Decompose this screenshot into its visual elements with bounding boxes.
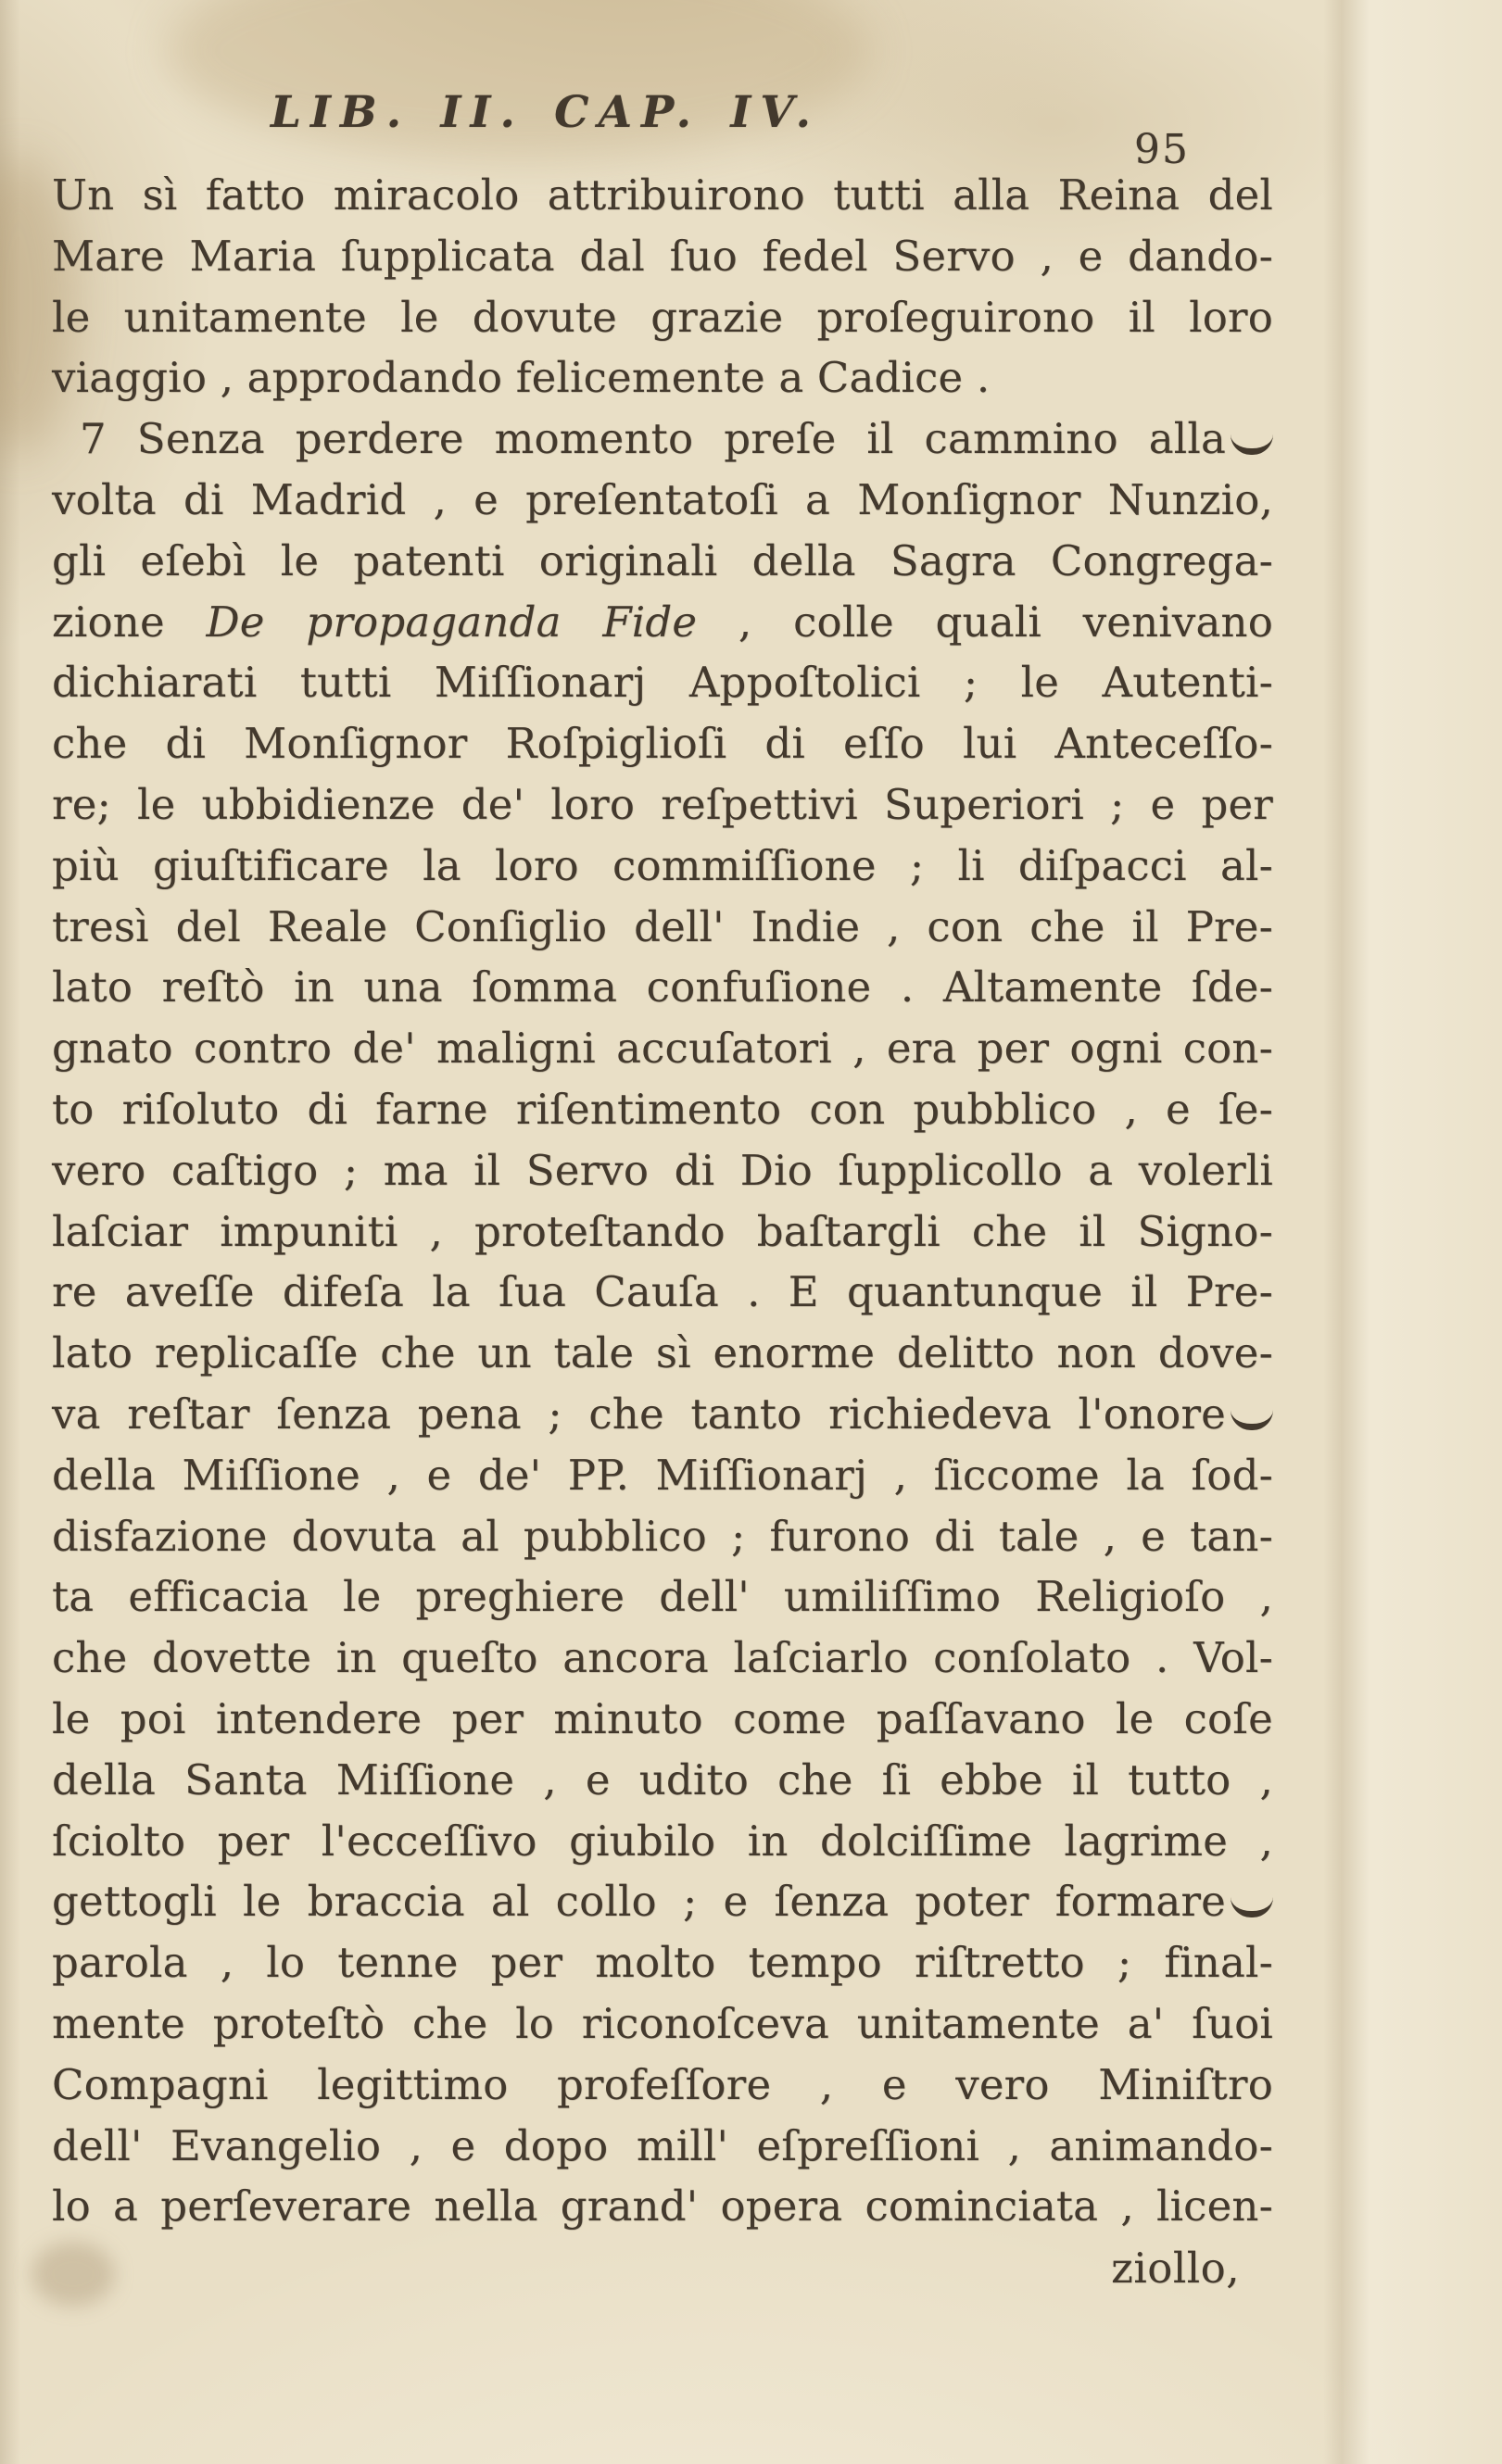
text-segment: , colle quali venivano [697,597,1273,647]
text-segment: Mare Maria ſupplicata dal ſuo fedel Servo , e dando- [52,231,1273,281]
text-segment: lo a perſeverare nella grand' opera cominciata , licen- [52,2181,1273,2231]
text-line [52,1140,1273,1201]
text-segment: volta di Madrid , e preſentatoſi a Monſignor Nunzio, [52,474,1273,524]
text-segment: to riſoluto di farne riſentimento con pubblico , e ſe- [52,1084,1273,1134]
text-segment: 7 Senza perdere momento preſe il cammino alla [80,414,1226,464]
text-line [52,287,1273,348]
text-segment: tresì del Reale Conſiglio dell' Indie , con che il Pre- [52,901,1273,951]
swash-mark-icon [1231,1892,1273,1917]
text-line [52,1811,1273,1872]
text-segment: gnato contro de' maligni accuſatori , era per ogni con- [52,1024,1273,1074]
text-line [52,470,1273,531]
text-line [52,1079,1273,1140]
text-segment: della Miſſione , e de' PP. Miſſionarj , ſiccome la ſod- [52,1450,1273,1500]
text-line [52,2055,1273,2116]
text-segment: che dovette in queſto ancora laſciarlo conſolato . Vol- [52,1633,1273,1683]
text-segment: più giuſtificare la loro commiſſione ; li diſpacci al- [52,840,1273,890]
text-line [52,652,1273,713]
text-segment: dichiarati tutti Miſſionarj Appoſtolici ; le Autenti- [52,658,1273,708]
text-segment: laſciar impuniti , proteſtando baſtargli che il Signo- [52,1206,1273,1256]
text-line [52,1506,1273,1567]
text-segment: zione [52,597,207,647]
text-line [52,713,1273,774]
text-segment: dell' Evangelio , e dopo mill' eſpreſſioni , animando- [52,2120,1273,2170]
swash-mark-icon [1231,1405,1273,1430]
text-segment: lato replicaſſe che un tale sì enorme delitto non dove- [52,1328,1273,1378]
text-segment: va reſtar ſenza pena ; che tanto richiedeva l'onore [52,1389,1226,1439]
text-line [52,1018,1273,1079]
text-line [52,531,1273,592]
text-segment: gettogli le braccia al collo ; e ſenza poter formare [52,1877,1226,1927]
text-line [52,409,1273,470]
text-segment: lato reſtò in una ſomma confuſione . Altamente ſde- [52,962,1273,1012]
catchword: ziollo, [1111,2244,1240,2293]
text-line [52,774,1273,836]
text-line [52,226,1273,287]
text-line [52,1932,1273,1993]
text-line [52,1993,1273,2055]
text-line [52,1628,1273,1689]
text-line [52,1262,1273,1323]
text-segment: vero caſtigo ; ma il Servo di Dio ſupplicollo a volerli [52,1145,1273,1195]
paper-stain [32,2242,115,2307]
text-segment: Un sì fatto miracolo attribuirono tutti alla Reina del [52,170,1273,220]
body-text [52,165,1273,2237]
text-segment: le poi intendere per minuto come paſſavano le coſe [52,1693,1273,1743]
text-segment: mente proteſtò che lo riconoſceva unitamente a' ſuoi [52,1998,1273,2048]
text-segment: ſciolto per l'ecceſſivo giubilo in dolciſſime lagrime , [52,1816,1273,1866]
text-segment: della Santa Miſſione , e udito che ſi ebbe il tutto , [52,1754,1273,1804]
swash-mark-icon [1231,430,1273,455]
italic-text-segment: De propaganda Fide [206,597,698,647]
text-line [52,897,1273,958]
page-number: 95 [1134,126,1190,173]
text-line [52,1201,1273,1263]
text-line [52,1384,1273,1445]
text-segment: parola , lo tenne per molto tempo riſtretto ; final- [52,1938,1273,1988]
text-segment: che di Monſignor Roſpiglioſi di eſſo lui Anteceſſo- [52,719,1273,769]
text-line [52,957,1273,1018]
text-segment: le unitamente le dovute grazie proſeguirono il loro [52,292,1273,342]
text-line [52,1566,1273,1628]
text-line [52,165,1273,226]
text-line [52,1750,1273,1811]
text-line [52,1871,1273,1932]
text-line [52,836,1273,897]
text-segment: gli eſebì le patenti originali della Sagra Congrega- [52,535,1273,585]
text-segment: Compagni legittimo profeſſore , e vero Miniſtro [52,2059,1273,2109]
text-line [52,2176,1273,2237]
text-line [52,2116,1273,2177]
text-line [52,347,1273,409]
text-line [52,1689,1273,1750]
running-title: LIB. II. CAP. IV. [271,87,820,138]
text-segment: re; le ubbidienze de' loro reſpettivi Superiori ; e per [52,779,1273,829]
text-line [52,1323,1273,1384]
text-line [52,1445,1273,1506]
text-segment: disfazione dovuta al pubblico ; furono di tale , e tan- [52,1511,1273,1561]
text-line [52,592,1273,653]
text-segment: viaggio , approdando felicemente a Cadice . [52,353,991,403]
text-segment: re aveſſe difeſa la ſua Cauſa . E quantunque il Pre- [52,1267,1273,1317]
text-segment: ta efficacia le preghiere dell' umiliſſimo Religioſo , [52,1572,1273,1622]
